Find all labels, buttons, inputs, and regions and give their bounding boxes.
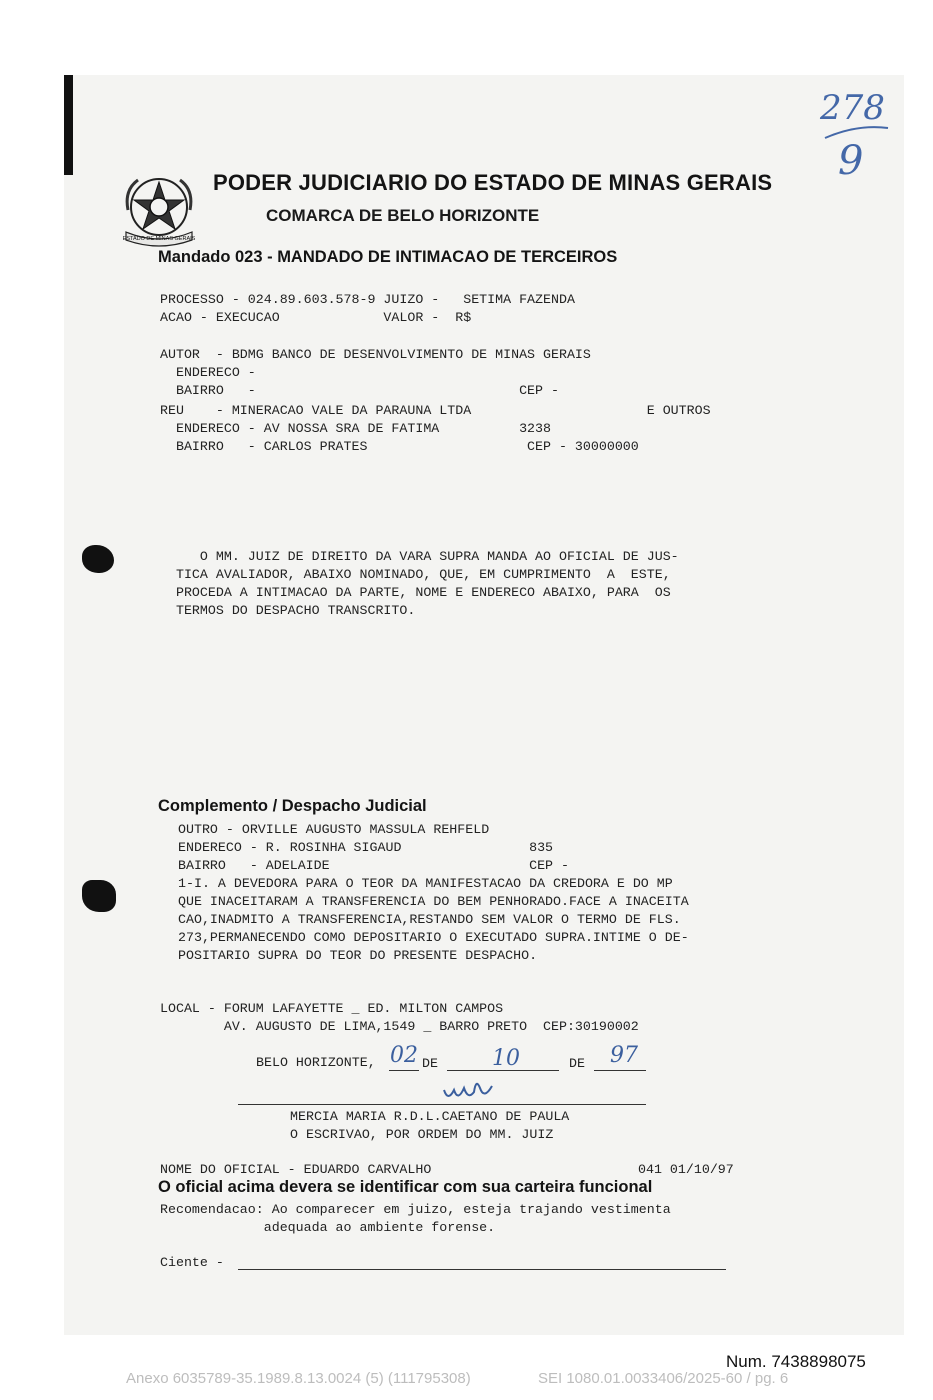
complemento-line: QUE INACEITARAM A TRANSFERENCIA DO BEM PENHORADO.FACE A INACEITA [178, 894, 689, 909]
complemento-line: CAO,INADMITO A TRANSFERENCIA,RESTANDO SEM VALOR O TERMO DE FLS. [178, 912, 681, 927]
local-line: LOCAL - FORUM LAFAYETTE _ ED. MILTON CAMPOS [160, 1001, 504, 1016]
ink-blot [82, 545, 114, 573]
oficial-code: 041 01/10/97 [638, 1162, 734, 1177]
autor-bairro: BAIRRO - CEP - [160, 383, 559, 398]
date-de-1: DE [422, 1056, 438, 1071]
complemento-line: 1-I. A DEVEDORA PARA O TEOR DA MANIFESTACAO DA CREDORA E DO MP [178, 876, 673, 891]
autor-endereco: ENDERECO - [160, 365, 256, 380]
scan-edge-mark [64, 75, 73, 175]
date-de-2: DE [569, 1056, 585, 1071]
escrivao-name: MERCIA MARIA R.D.L.CAETANO DE PAULA [290, 1109, 570, 1124]
date-city: BELO HORIZONTE, [256, 1055, 376, 1070]
mandado-text-line: O MM. JUIZ DE DIREITO DA VARA SUPRA MANDA AO OFICIAL DE JUS- [160, 549, 679, 564]
ciente-label: Ciente - [160, 1255, 224, 1270]
reu-bairro: BAIRRO - CARLOS PRATES CEP - 30000000 [160, 439, 639, 454]
handwritten-year: 97 [610, 1043, 638, 1068]
handwritten-page-number: 278 [820, 88, 885, 128]
seal-text: ESTADO DE MINAS GERAIS [122, 236, 196, 242]
autor-line: AUTOR - BDMG BANCO DE DESENVOLVIMENTO DE MINAS GERAIS [160, 347, 591, 362]
comarca-subtitle: COMARCA DE BELO HORIZONTE [266, 206, 540, 225]
handwritten-month: 10 [492, 1046, 520, 1071]
mandado-heading: Mandado 023 - MANDADO DE INTIMACAO DE TERCEIROS [158, 248, 618, 266]
oficial-name: NOME DO OFICIAL - EDUARDO CARVALHO [160, 1162, 432, 1177]
reu-endereco: ENDERECO - AV NOSSA SRA DE FATIMA 3238 [160, 421, 551, 436]
recomendacao-line: adequada ao ambiente forense. [160, 1220, 496, 1235]
year-underline [594, 1070, 646, 1071]
processo-line: PROCESSO - 024.89.603.578-9 JUIZO - SETIMA FAZENDA [160, 292, 575, 307]
complemento-line: BAIRRO - ADELAIDE CEP - [178, 858, 569, 873]
mandado-text-line: PROCEDA A INTIMACAO DA PARTE, NOME E ENDERECO ABAIXO, PARA OS [160, 585, 671, 600]
handwritten-page-sub: 9 [838, 138, 864, 184]
reu-line: REU - MINERACAO VALE DA PARAUNA LTDA E OUTROS [160, 403, 711, 418]
complemento-line: POSITARIO SUPRA DO TEOR DO PRESENTE DESPACHO. [178, 948, 538, 963]
ink-blot [82, 880, 116, 912]
complemento-line: OUTRO - ORVILLE AUGUSTO MASSULA REHFELD [178, 822, 490, 837]
ciente-line [238, 1269, 726, 1270]
oficial-aviso: O oficial acima devera se identificar com sua carteira funcional [158, 1178, 653, 1196]
recomendacao-line: Recomendacao: Ao comparecer em juizo, esteja trajando vestimenta [160, 1202, 671, 1217]
signature-line [238, 1104, 646, 1105]
complemento-line: 273,PERMANECENDO COMO DEPOSITARIO O EXECUTADO SUPRA.INTIME O DE- [178, 930, 689, 945]
escrivao-role: O ESCRIVAO, POR ORDEM DO MM. JUIZ [290, 1127, 554, 1142]
handwritten-signature-icon [440, 1076, 500, 1106]
minas-gerais-seal-icon [118, 170, 200, 248]
day-underline [389, 1070, 419, 1071]
mandado-text-line: TERMOS DO DESPACHO TRANSCRITO. [160, 603, 416, 618]
document-number: Num. 7438898075 [726, 1352, 866, 1371]
acao-line: ACAO - EXECUCAO VALOR - R$ [160, 310, 472, 325]
complemento-heading: Complemento / Despacho Judicial [158, 797, 427, 815]
handwritten-day: 02 [390, 1043, 418, 1068]
complemento-line: ENDERECO - R. ROSINHA SIGAUD 835 [178, 840, 554, 855]
court-title: PODER JUDICIARIO DO ESTADO DE MINAS GERAIS [213, 170, 773, 195]
local-address-line: AV. AUGUSTO DE LIMA,1549 _ BARRO PRETO CEP:30190002 [160, 1019, 639, 1034]
mandado-text-line: TICA AVALIADOR, ABAIXO NOMINADO, QUE, EM CUMPRIMENTO A ESTE, [160, 567, 671, 582]
footer-anexo: Anexo 6035789-35.1989.8.13.0024 (5) (111795308) [126, 1370, 471, 1387]
footer-sei: SEI 1080.01.0033406/2025-60 / pg. 6 [538, 1370, 789, 1387]
